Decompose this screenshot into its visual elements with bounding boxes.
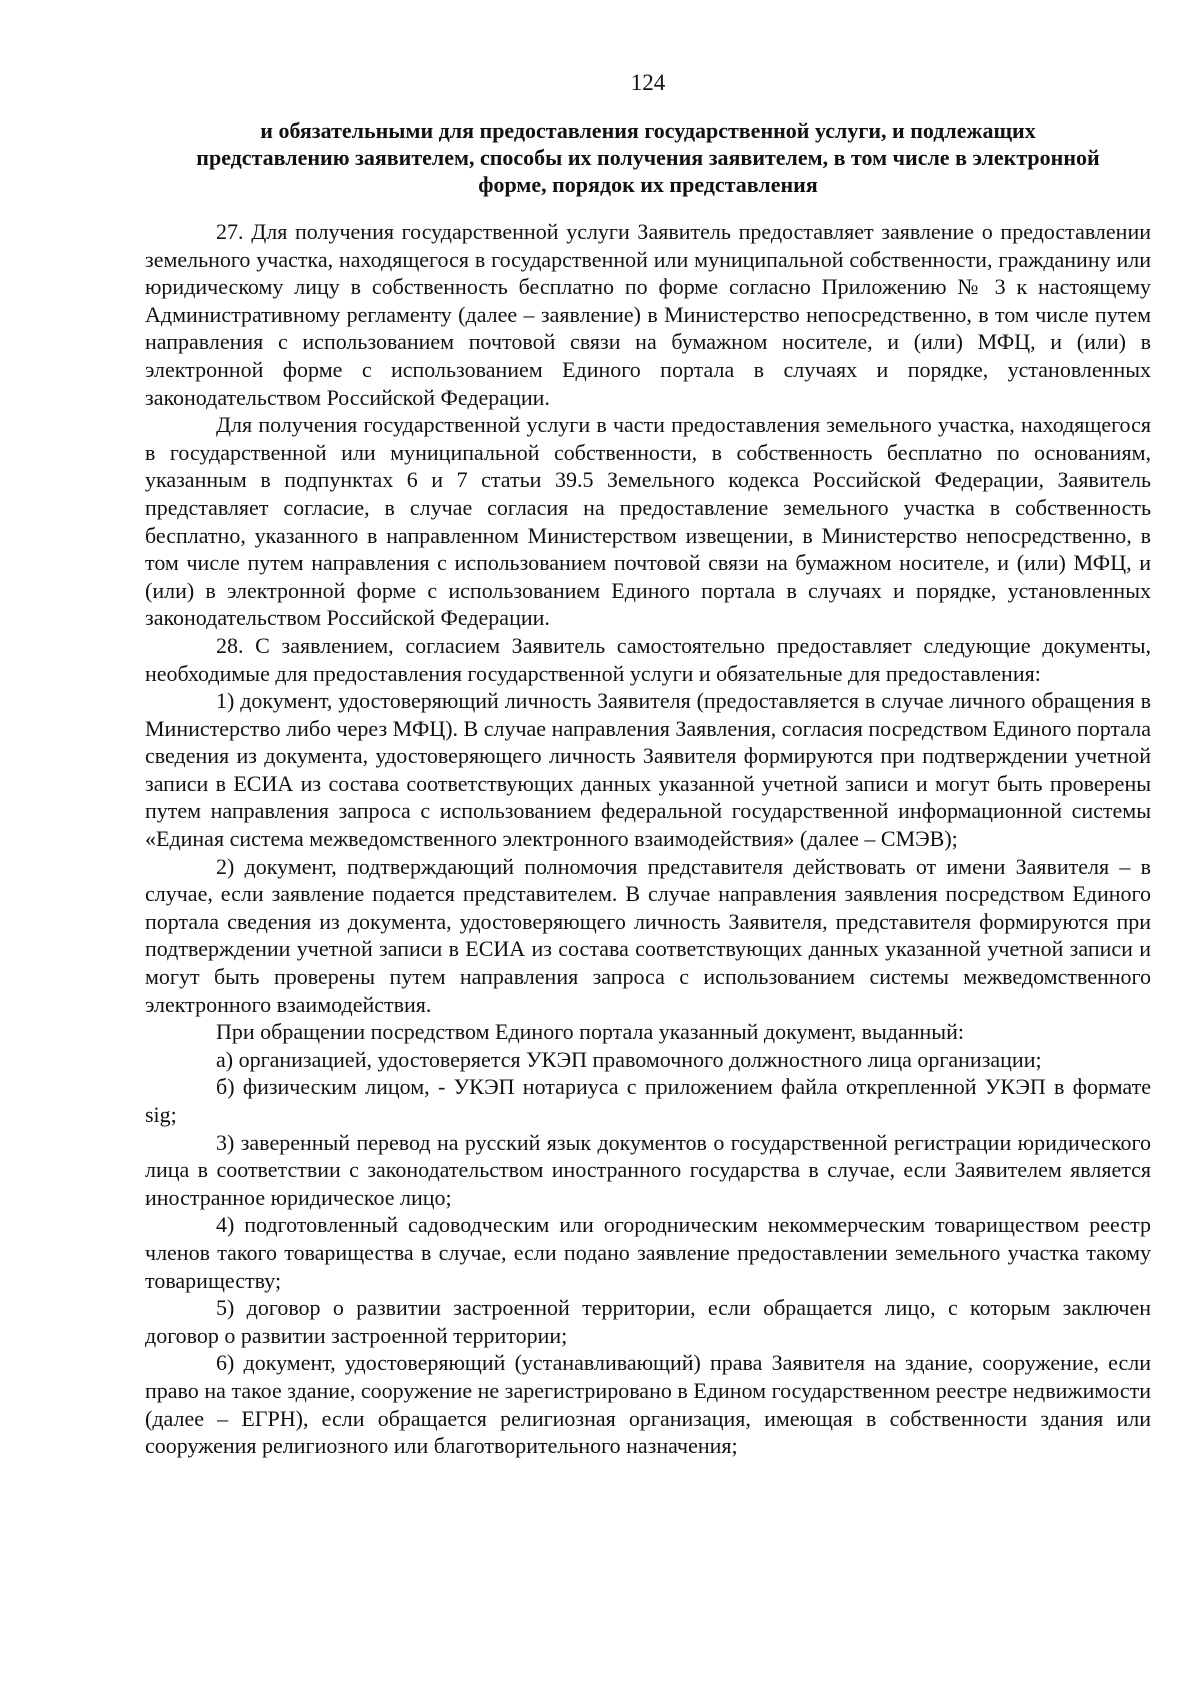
page-number: 124	[630, 70, 666, 95]
paragraph-28: 28. С заявлением, согласием Заявитель самостоятельно предоставляет следующие документы, необходимые для предоставления государственной услуги и обязательные для предоставления:	[145, 632, 1151, 686]
list-item-4: 4) подготовленный садоводческим или огородническим некоммерческим товариществом реестр членов такого товарищества в случае, если подано заявление предоставлении земельного участка такому товариществу;	[145, 1212, 1151, 1293]
paragraph-consent: Для получения государственной услуги в части предоставления земельного участка, находящегося в государственной или муниципальной собственности, в собственность бесплатно по основаниям, указанным в подпунктах 6 и 7 статьи 39.5 Земельного кодекса Российской Федерации, Заявитель представляет согласие, в случае согласия на предоставление земельного участка в собственность бесплатно, указанного в направленном Министерством извещении, в Министерство непосредственно, в том числе путем направления с использованием почтовой связи на бумажном носителе, и (или) МФЦ, и (или) в электронной форме с использованием Единого портала в случаях и порядке, установленных законодательством Российской Федерации.	[145, 412, 1151, 631]
document-page	[145, 70, 1151, 1460]
list-item-1: 1) документ, удостоверяющий личность Заявителя (предоставляется в случае личного обращения в Министерство либо через МФЦ). В случае направления Заявления, согласия посредством Единого портала сведения из документа, удостоверяющего личность Заявителя формируются при подтверждении учетной записи в ЕСИА из состава соответствующих данных указанной учетной записи и могут быть проверены путем направления запроса с использованием федеральной государственной информационной системы «Единая система межведомственного электронного взаимодействия» (далее – СМЭВ);	[145, 688, 1151, 852]
list-item-5: 5) договор о развитии застроенной территории, если обращается лицо, с которым заключен договор о развитии застроенной территории;	[145, 1295, 1151, 1348]
heading-line: и обязательными для предоставления государственной услуги, и подлежащих	[260, 118, 1036, 143]
paragraph-portal: При обращении посредством Единого портала указанный документ, выданный:	[216, 1019, 964, 1045]
section-heading	[145, 117, 1151, 198]
list-item-3: 3) заверенный перевод на русский язык документов о государственной регистрации юридического лица в соответствии с законодательством иностранного государства в случае, если Заявителем является иностранное юридическое лицо;	[145, 1129, 1151, 1210]
list-item-6: 6) документ, удостоверяющий (устанавливающий) права Заявителя на здание, сооружение, если право на такое здание, сооружение не зарегистрировано в Едином государственном реестре недвижимости (далее – ЕГРН), если обращается религиозная организация, имеющая в собственности здания или сооружения религиозного или благотворительного назначения;	[145, 1350, 1151, 1459]
list-item-a: а) организацией, удостоверяется УКЭП правомочного должностного лица организации;	[216, 1046, 1042, 1072]
heading-line: форме, порядок их представления	[478, 172, 818, 197]
list-item-2: 2) документ, подтверждающий полномочия представителя действовать от имени Заявителя – в случае, если заявление подается представителем. В случае направления заявления посредством Единого портала сведения из документа, удостоверяющего личность Заявителя, представителя формируются при подтверждении учетной записи в ЕСИА из состава соответствующих данных указанной учетной записи и могут быть проверены путем направления запроса с использованием системы межведомственного электронного взаимодействия.	[145, 853, 1151, 1017]
heading-line: представлению заявителем, способы их получения заявителем, в том числе в электронной	[196, 145, 1100, 170]
paragraph-27: 27. Для получения государственной услуги Заявитель предоставляет заявление о предоставлении земельного участка, находящегося в государственной или муниципальной собственности, гражданину или юридическому лицу в собственность бесплатно по форме согласно Приложению № 3 к настоящему Административному регламенту (далее – заявление) в Министерство непосредственно, в том числе путем направления с использованием почтовой связи на бумажном носителе, и (или) МФЦ, и (или) в электронной форме с использованием Единого портала в случаях и порядке, установленных законодательством Российской Федерации.	[145, 219, 1151, 410]
document-body	[145, 218, 1151, 1460]
list-item-b: б) физическим лицом, - УКЭП нотариуса с приложением файла открепленной УКЭП в формате sig;	[145, 1074, 1151, 1127]
